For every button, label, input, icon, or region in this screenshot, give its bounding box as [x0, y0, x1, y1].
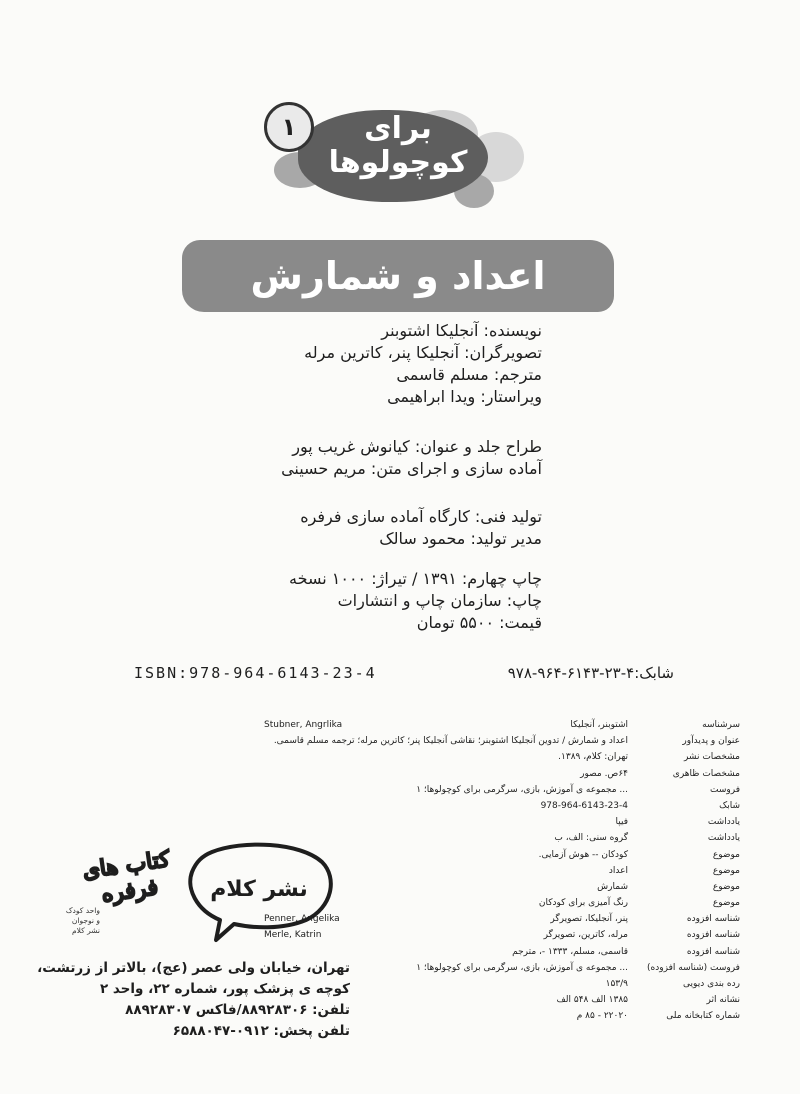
catalog-label: شابک — [719, 800, 740, 811]
catalog-value: اعداد و شمارش / تدوین آنجلیکا اشتوبنر؛ نقاشی آنجلیکا پنر؛ کاترین مرله؛ ترجمه مسلم قاسمی. — [273, 736, 628, 747]
catalog-label: فروست (شناسه افزوده) — [647, 962, 740, 973]
address-line: تلفن پخش: ۰۹۱۲-۶۵۸۸۰۴۷ — [172, 1023, 350, 1039]
catalog-label: یادداشت — [707, 833, 740, 844]
catalog-value: کودکان -- هوش آزمایی. — [538, 849, 628, 860]
credit-line: چاپ چهارم: ۱۳۹۱ / تیراژ: ۱۰۰۰ نسخه — [289, 569, 542, 588]
credit-line: مترجم: مسلم قاسمی — [396, 365, 542, 384]
isbn-latin: ISBN:978-964-6143-23-4 — [134, 664, 377, 682]
catalog-label: موضوع — [712, 865, 740, 876]
catalog-value: گروه سنی: الف، ب — [554, 833, 628, 844]
publisher-address — [37, 958, 350, 1042]
catalog-label: شناسه افزوده — [686, 946, 740, 957]
credit-line: ویراستار: ویدا ابراهیمی — [387, 387, 542, 406]
address-line: تهران، خیابان ولی عصر (عج)، بالاتر از زرتشت، — [37, 960, 350, 976]
credit-line: قیمت: ۵۵۰۰ تومان — [416, 613, 542, 632]
catalog-value: ۶۴ص. مصور — [580, 768, 628, 779]
credit-line: آماده سازی و اجرای متن: مریم حسینی — [281, 459, 542, 478]
isbn-persian: شابک:۴-۲۳-۶۱۴۳-۹۶۴-۹۷۸ — [507, 664, 674, 682]
catalog-value: تهران: کلام، ۱۳۸۹. — [558, 752, 628, 763]
catalog-value: رنگ آمیزی برای کودکان — [538, 898, 628, 909]
catalog-value: مرله، کاترین، تصویرگر — [543, 930, 628, 941]
catalog-label: شناسه افزوده — [686, 930, 740, 941]
kalam-logo-text: نشر کلام — [210, 877, 308, 902]
catalog-value: ۲۲۰۲۰ - ۸۵ م — [576, 1011, 628, 1022]
series-badge — [258, 92, 548, 217]
book-title: اعداد و شمارش — [182, 240, 614, 312]
catalog-row — [200, 815, 740, 831]
credit-line: مدیر تولید: محمود سالک — [379, 529, 542, 548]
farfare-logo-text: کتاب های فرفره — [80, 846, 172, 908]
catalog-value: 978-964-6143-23-4 — [540, 800, 628, 811]
catalog-label: موضوع — [712, 849, 740, 860]
credit-line: تولید فنی: کارگاه آماده سازی فرفره — [300, 507, 542, 526]
catalog-label: عنوان و پدیدآور — [682, 736, 740, 747]
series-title: برای کوچولوها — [328, 111, 468, 180]
credit-line: طراح جلد و عنوان: کیانوش غریب پور — [292, 437, 542, 456]
farfare-logo — [60, 846, 175, 942]
catalog-label: فروست — [710, 784, 740, 795]
catalog-value: ۱۳۸۵ الف ۵۴۸ الف — [556, 995, 628, 1006]
address-line: تلفن: ۸۸۹۲۸۳۰۶/فاکس ۸۸۹۲۸۳۰۷ — [125, 1002, 350, 1018]
catalog-value: فیپا — [615, 817, 628, 828]
catalog-label: نشانه اثر — [706, 995, 740, 1006]
series-number: ۱ — [264, 102, 314, 152]
credits-print — [202, 568, 542, 634]
catalog-label: شماره کتابخانه ملی — [666, 1011, 740, 1022]
catalog-latin: Stubner, Angrlika — [264, 720, 343, 730]
catalog-row — [200, 783, 740, 799]
catalog-label: یادداشت — [707, 817, 740, 828]
catalog-latin: Merle, Katrin — [264, 930, 322, 941]
catalog-label: مشخصات ظاهری — [672, 768, 740, 779]
catalog-label: سرشناسه — [702, 720, 740, 730]
catalog-value: ... مجموعه ی آموزش، بازی، سرگرمی برای کوچولوها؛ ۱ — [416, 784, 628, 795]
credits-production — [202, 506, 542, 550]
credit-line: نویسنده: آنجلیکا اشتوبنر — [381, 321, 542, 340]
kalam-logo — [182, 838, 336, 944]
credit-line: تصویرگران: آنجلیکا پنر، کاترین مرله — [304, 343, 542, 362]
catalog-label: مشخصات نشر — [683, 752, 740, 763]
catalog-label: موضوع — [712, 881, 740, 892]
catalog-value: شمارش — [597, 881, 628, 892]
catalog-row — [200, 799, 740, 815]
catalog-value: ۱۵۳/۹ — [605, 979, 628, 989]
catalog-label: موضوع — [712, 898, 740, 909]
catalog-value: پنر، آنجلیکا، تصویرگر — [550, 914, 628, 925]
farfare-tagline: واحد کودک و نوجوان نشر کلام — [65, 906, 100, 935]
catalog-value: اعداد — [608, 865, 628, 876]
catalog-value: قاسمی، مسلم، ۱۳۳۳ -، مترجم — [512, 946, 628, 957]
catalog-latin: Penner, Angelika — [264, 914, 340, 925]
catalog-row — [200, 750, 740, 766]
catalog-label: شناسه افزوده — [686, 914, 740, 925]
address-line: کوچه ی پزشک پور، شماره ۲۲، واحد ۲ — [99, 981, 350, 997]
isbn-row — [134, 664, 674, 690]
catalog-value: ... مجموعه ی آموزش، بازی، سرگرمی برای کوچولوها؛ ۱ — [416, 962, 628, 973]
catalog-row — [200, 734, 740, 750]
credit-line: چاپ: سازمان چاپ و انتشارات — [337, 591, 542, 610]
catalog-value: اشتوبنر، آنجلیکا — [570, 720, 628, 730]
credits-design — [202, 436, 542, 480]
credits-authors — [202, 320, 542, 408]
catalog-row — [200, 767, 740, 783]
catalog-row — [200, 718, 740, 734]
catalog-label: رده بندی دیویی — [683, 979, 740, 989]
